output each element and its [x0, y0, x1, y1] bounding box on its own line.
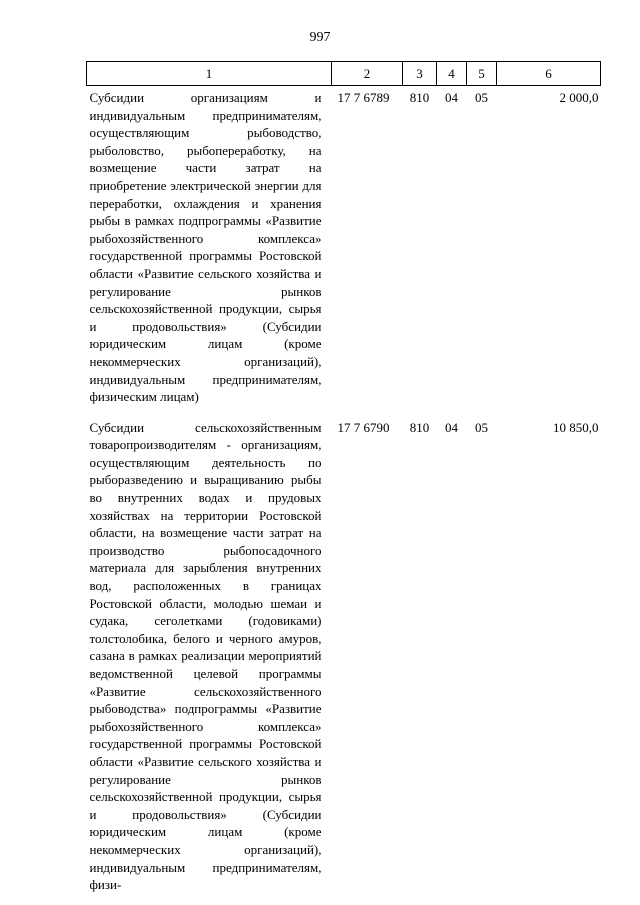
table-row: [87, 86, 601, 416]
row-target-code: 17 7 6790: [337, 419, 390, 435]
page-number: 997: [309, 30, 331, 45]
row-section: 04: [445, 90, 458, 105]
row-amount: 10 850,0: [553, 419, 599, 435]
row-expense-type: 810: [409, 419, 430, 435]
row-expense-type: 810: [409, 90, 430, 105]
header-row: [87, 62, 601, 86]
column-header-code: 2: [332, 62, 403, 86]
column-header-section: 4: [437, 62, 467, 86]
budget-table: [86, 61, 601, 904]
row-subsection: 05: [475, 90, 488, 105]
column-header-subsection: 5: [467, 62, 497, 86]
column-header-expense-type: 3: [403, 62, 437, 86]
row-section: 04: [445, 419, 458, 435]
row-subsection: 05: [475, 419, 488, 435]
column-header-description: 1: [87, 62, 332, 86]
table-row: [87, 416, 601, 904]
row-description: Субсидии сельскохозяйственным товаропроизводителям - организациям, осуществляющим деятельность по рыборазведению и выращиванию рыбы во внутренних водах и прудовых хозяйствах на территории Ростовской области, на возмещение части затрат на производство рыбопосадочного материала для зарыбления внутренних вод, расположенных в границах Ростовской области, молодью шемаи и судака, сеголетками (годовиками) толстолобика, белого и черного амуров, сазана в рамках реализации мероприятий ведомственной целевой программы «Развитие сельскохозяйственного рыбоводства» подпрограммы «Развитие рыбохозяйственного комплекса» государственной программы Ростовской области «Развитие сельского хозяйства и регулирование рынков сельскохозяйственной продукции, сырья и продовольствия» (Субсидии юридическим лицам (кроме некоммерческих организаций), индивидуальным предпринимателям, физи-: [89, 419, 322, 893]
row-amount: 2 000,0: [559, 90, 599, 105]
row-target-code: 17 7 6789: [337, 90, 390, 105]
row-description: Субсидии организациям и индивидуальным предпринимателям, осуществляющим рыбоводство, рыболовство, рыбопереработку, на возмещение части затрат на приобретение электрической энергии для переработки, охлаждения и хранения рыбы в рамках подпрограммы «Развитие рыбохозяйственного комплекса» государственной программы Ростовской области «Развитие сельского хозяйства и регулирование рынков сельскохозяйственной продукции, сырья и продовольствия» (Субсидии юридическим лицам (кроме некоммерческих организаций), индивидуальным предпринимателям, физическим лицам): [89, 90, 322, 405]
column-header-amount: 6: [497, 62, 601, 86]
